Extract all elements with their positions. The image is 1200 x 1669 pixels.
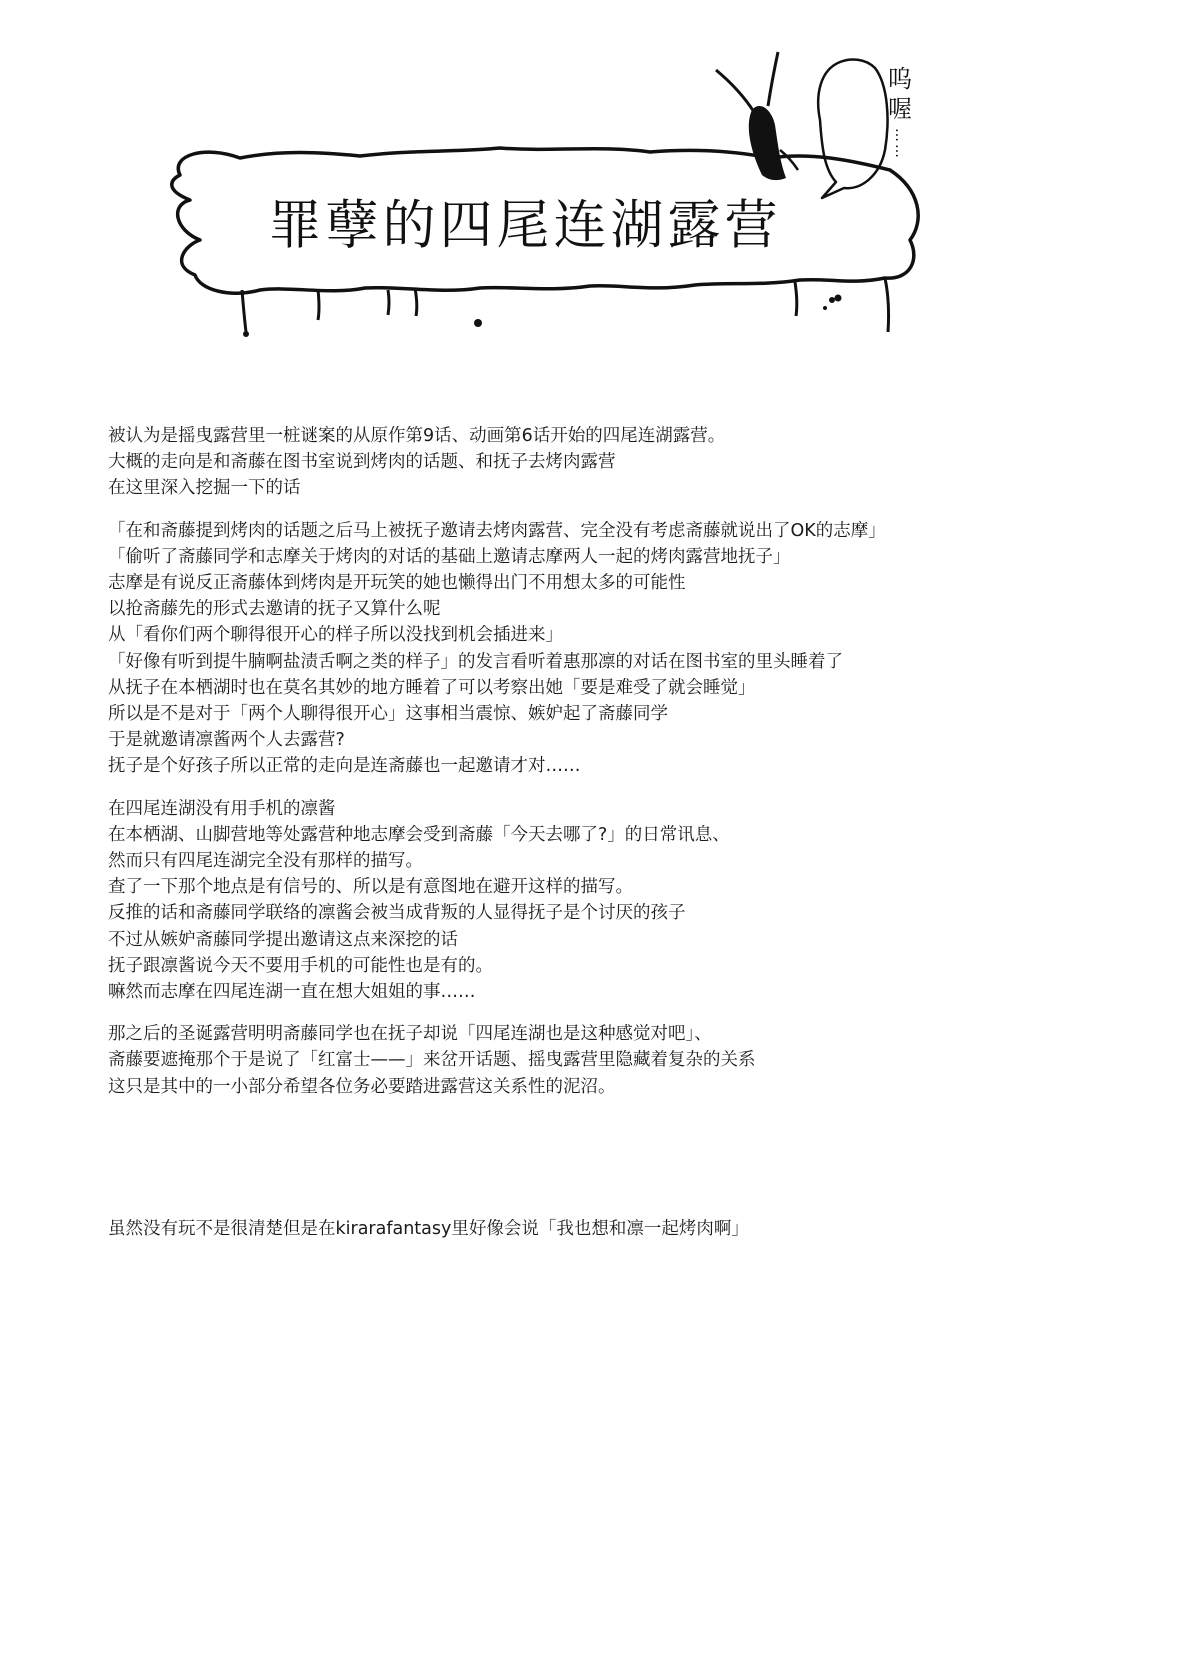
paragraph-3 xyxy=(108,796,1108,1006)
text-line: 「在和斋藤提到烤肉的话题之后马上被抚子邀请去烤肉露营、完全没有考虑斋藤就说出了OK的志摩」 xyxy=(108,520,886,541)
speech-bubble-char-2: 喔 xyxy=(888,95,912,123)
splatter-dot-4 xyxy=(835,295,842,302)
text-line: 在四尾连湖没有用手机的凛酱 xyxy=(108,798,336,819)
text-line: 被认为是摇曳露营里一桩谜案的从原作第9话、动画第6话开始的四尾连湖露营。 xyxy=(108,426,726,446)
splatter-dot-1 xyxy=(474,319,482,327)
text-line: 然而只有四尾连湖完全没有那样的描写。 xyxy=(108,851,423,872)
text-line: 在本栖湖、山脚营地等处露营种地志摩会受到斋藤「今天去哪了?」的日常讯息、 xyxy=(108,824,730,845)
splatter-dot-3 xyxy=(823,306,827,310)
text-line: 于是就邀请凛酱两个人去露营? xyxy=(108,730,345,751)
text-line: 斋藤要遮掩那个于是说了「红富士——」来岔开话题、摇曳露营里隐藏着复杂的关系 xyxy=(108,1050,756,1071)
drip-6 xyxy=(885,278,889,332)
paragraph-4 xyxy=(108,1021,1108,1100)
drip-1 xyxy=(242,290,246,332)
speech-bubble-char-1: 呜 xyxy=(888,65,912,93)
footnote: 虽然没有玩不是很清楚但是在kirarafantasy里好像会说「我也想和凛一起烤肉啊」 xyxy=(108,1219,749,1239)
drip-3 xyxy=(388,290,389,315)
speech-bubble-outline xyxy=(818,60,887,198)
text-line: 以抢斋藤先的形式去邀请的抚子又算什么呢 xyxy=(108,599,441,620)
drip-4 xyxy=(415,288,417,316)
bug-body xyxy=(749,106,786,180)
text-line: 查了一下那个地点是有信号的、所以是有意图地在避开这样的描写。 xyxy=(108,877,633,898)
text-line: 那之后的圣诞露营明明斋藤同学也在抚子却说「四尾连湖也是这种感觉对吧」、 xyxy=(108,1024,712,1045)
drip-2 xyxy=(318,290,319,320)
paragraph-2 xyxy=(108,518,1108,780)
text-line: 反推的话和斋藤同学联络的凛酱会被当成背叛的人显得抚子是个讨厌的孩子 xyxy=(108,903,686,924)
text-line: 大概的走向是和斋藤在图书室说到烤肉的话题、和抚子去烤肉露营 xyxy=(108,452,616,473)
text-line: 所以是不是对于「两个人聊得很开心」这事相当震惊、嫉妒起了斋藤同学 xyxy=(108,704,668,725)
splatter-dot-2 xyxy=(829,297,835,303)
text-line: 从抚子在本栖湖时也在莫名其妙的地方睡着了可以考察出她「要是难受了就会睡觉」 xyxy=(108,677,756,698)
text-line: 在这里深入挖掘一下的话 xyxy=(108,478,301,499)
text-line: 志摩是有说反正斋藤体到烤肉是开玩笑的她也懒得出门不用想太多的可能性 xyxy=(108,573,686,594)
bug-antenna-right xyxy=(768,52,778,106)
text-line: 抚子跟凛酱说今天不要用手机的可能性也是有的。 xyxy=(108,955,493,976)
text-line: 「好像有听到提牛腩啊盐渍舌啊之类的样子」的发言看听着惠那凛的对话在图书室的里头睡着了 xyxy=(108,651,843,672)
text-line: 嘛然而志摩在四尾连湖一直在想大姐姐的事…… xyxy=(108,982,476,1003)
page-title: 罪孽的四尾连湖露营 xyxy=(268,195,782,256)
text-line: 不过从嫉妒斋藤同学提出邀请这点来深挖的话 xyxy=(108,929,458,950)
bug-antenna-left xyxy=(716,70,754,112)
article-body xyxy=(108,423,1108,1116)
paragraph-1 xyxy=(108,423,1108,502)
speech-bubble-ellipsis: …… xyxy=(892,128,908,160)
text-line: 抚子是个好孩子所以正常的走向是连斋藤也一起邀请才对…… xyxy=(108,756,581,777)
text-line: 从「看你们两个聊得很开心的样子所以没找到机会插进来」 xyxy=(108,625,563,646)
drip-1-dot xyxy=(243,331,249,337)
text-line: 这只是其中的一小部分希望各位务必要踏进露营这关系性的泥沼。 xyxy=(108,1076,616,1097)
speech-bubble-text xyxy=(880,64,920,124)
bug-leg xyxy=(780,150,798,170)
text-line: 「偷听了斋藤同学和志摩关于烤肉的对话的基础上邀请志摩两人一起的烤肉露营地抚子」 xyxy=(108,546,791,567)
drip-5 xyxy=(795,282,797,316)
